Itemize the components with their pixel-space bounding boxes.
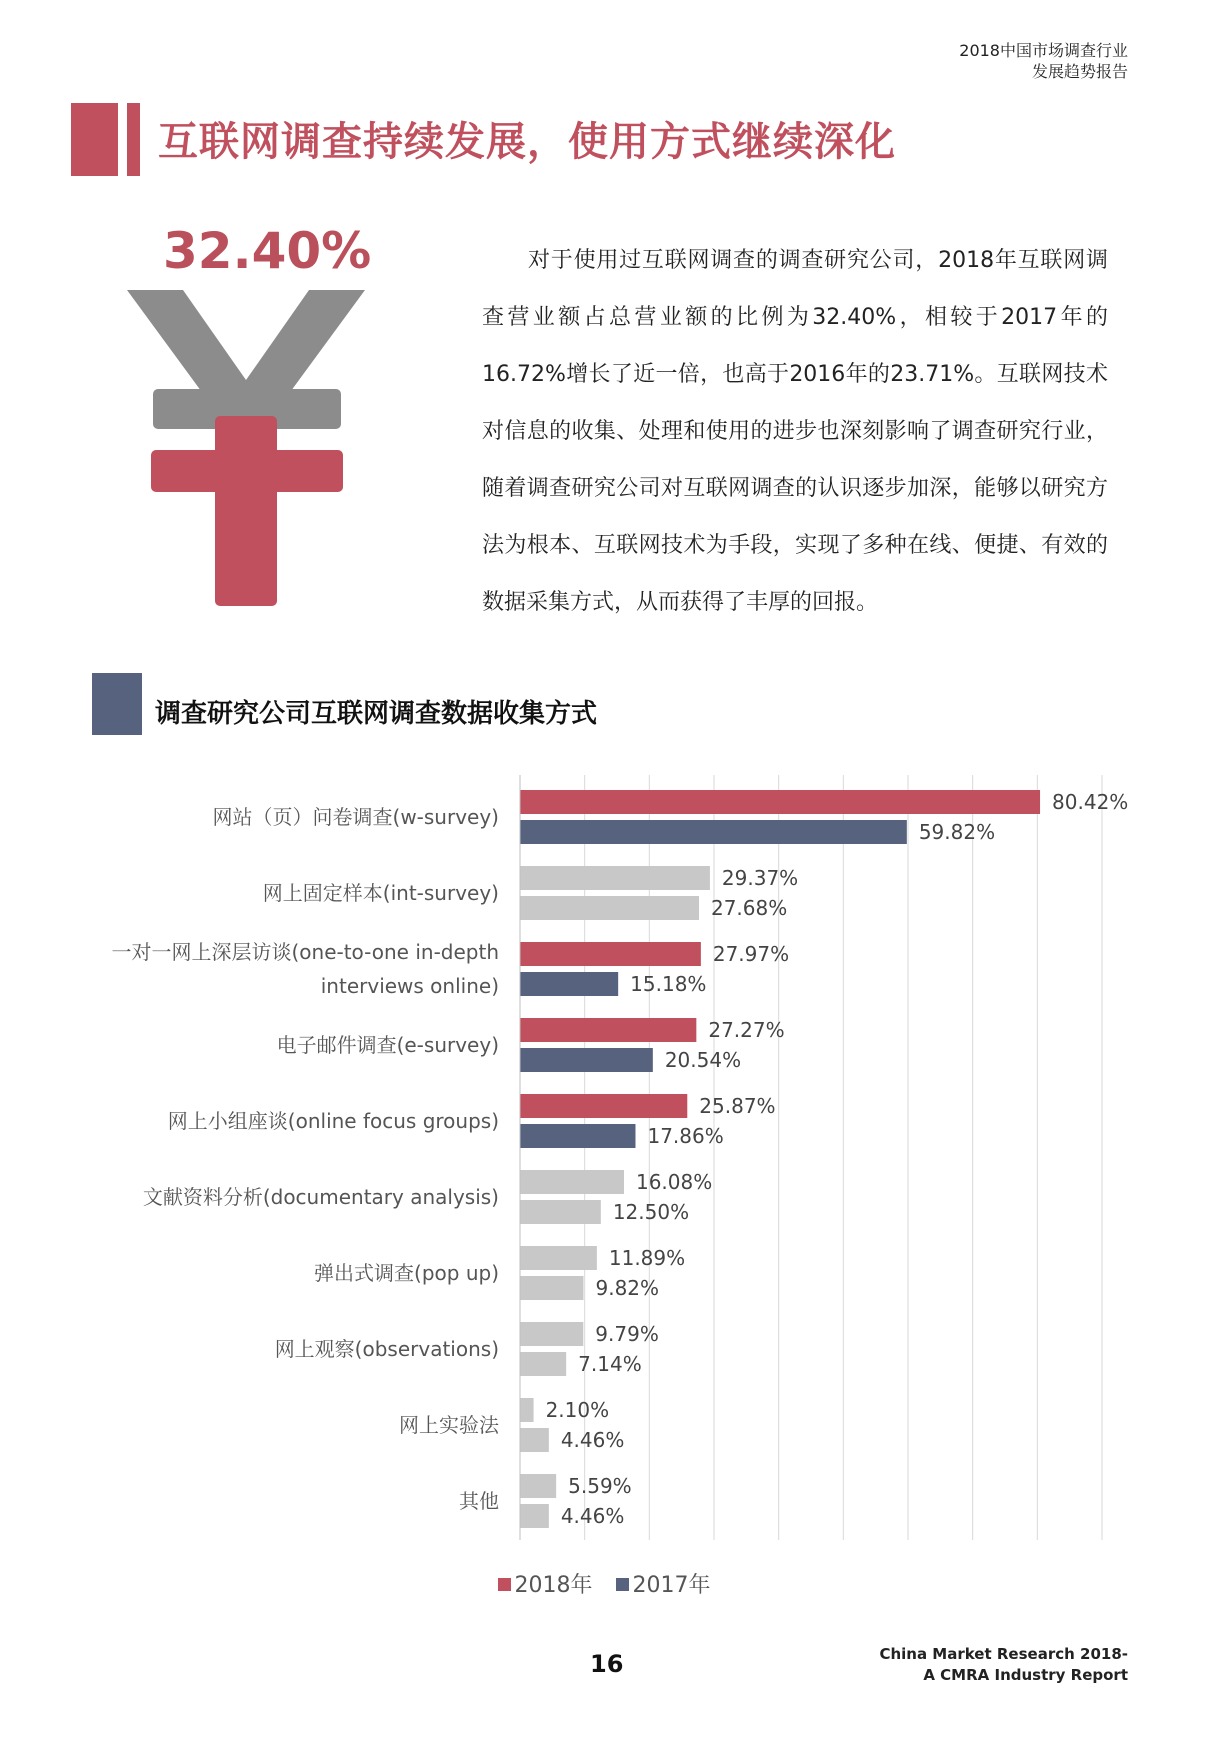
category-label (59, 1256, 499, 1290)
bar-2017 (520, 1504, 549, 1528)
legend-label-2017: 2017年 (632, 1573, 711, 1598)
bar-2017 (520, 1276, 584, 1300)
data-label: 80.42% (1052, 790, 1129, 814)
data-label: 7.14% (578, 1352, 642, 1376)
bar-2018 (520, 1170, 624, 1194)
bar-2017 (520, 1428, 549, 1452)
data-label: 25.87% (699, 1094, 776, 1118)
category-label (59, 935, 499, 1003)
bar-2017 (520, 1352, 566, 1376)
data-label: 17.86% (647, 1124, 724, 1148)
category-label-line: 网站（页）问卷调查(w-survey) (212, 805, 499, 829)
highlight-percent: 32.40% (163, 222, 372, 280)
page-title: 互联网调查持续发展，使用方式继续深化 (158, 119, 896, 165)
bar-2017 (520, 1124, 635, 1148)
data-label: 59.82% (918, 820, 996, 844)
bar-2018 (520, 942, 701, 966)
category-label (59, 1104, 499, 1138)
bar-2017 (520, 1200, 601, 1224)
data-label: 15.18% (630, 972, 707, 996)
bar-2018 (520, 1018, 696, 1042)
legend-item-2018 (498, 1568, 593, 1599)
footer-line1: China Market Research 2018- (879, 1645, 1128, 1663)
data-label: 4.46% (560, 1428, 625, 1452)
bar-2018 (520, 1094, 687, 1118)
data-label: 29.37% (721, 866, 799, 890)
category-label (59, 1180, 499, 1214)
data-label: 27.68% (710, 896, 788, 920)
data-label: 16.08% (635, 1170, 713, 1194)
data-label: 27.97% (712, 942, 790, 966)
header-line2: 发展趋势报告 (1031, 62, 1128, 81)
section-title: 调查研究公司互联网调查数据收集方式 (155, 699, 598, 729)
category-label-line: 网上固定样本(int-survey) (262, 881, 499, 905)
bar-2018 (520, 1398, 534, 1422)
bar-2017 (520, 1048, 653, 1072)
header-line1: 2018中国市场调查行业 (959, 41, 1128, 60)
report-footer (879, 1644, 1128, 1686)
bar-2017 (520, 820, 907, 844)
data-label: 9.79% (595, 1322, 659, 1346)
category-label-line: 网上小组座谈(online focus groups) (167, 1109, 499, 1133)
data-label: 20.54% (664, 1048, 742, 1072)
category-label-line: 弹出式调查(pop up) (314, 1261, 499, 1285)
bar-2018 (520, 790, 1040, 814)
category-label-line: 网上实验法 (399, 1413, 499, 1437)
chart-legend (0, 1568, 1208, 1599)
category-label (59, 876, 499, 910)
legend-label-2018: 2018年 (514, 1573, 593, 1598)
page-number: 16 (590, 1650, 624, 1678)
data-label: 5.59% (568, 1474, 632, 1498)
category-label (59, 1028, 499, 1062)
data-label: 12.50% (612, 1200, 690, 1224)
legend-item-2017 (616, 1568, 711, 1599)
data-label: 27.27% (708, 1018, 785, 1042)
bar-2018 (520, 1474, 556, 1498)
data-label: 9.82% (595, 1276, 660, 1300)
bar-2018 (520, 1322, 583, 1346)
data-label: 2.10% (545, 1398, 610, 1422)
data-label: 4.46% (560, 1504, 625, 1528)
category-label-line: 其他 (459, 1489, 499, 1513)
category-label-line: 文献资料分析(documentary analysis) (142, 1185, 499, 1209)
category-label (59, 800, 499, 834)
category-label-line: 一对一网上深层访谈(one-to-one in-depth (111, 940, 499, 964)
data-label: 11.89% (608, 1246, 686, 1270)
bar-2018 (520, 866, 710, 890)
category-label-line: 电子邮件调查(e-survey) (276, 1033, 499, 1057)
legend-swatch-2018 (498, 1578, 511, 1591)
footer-line2: A CMRA Industry Report (923, 1666, 1128, 1684)
category-label (59, 1484, 499, 1518)
category-label-line: interviews online) (320, 974, 499, 998)
body-paragraph: 对于使用过互联网调查的调查研究公司，2018年互联网调查营业额占总营业额的比例为32.40%，相较于2017年的16.72%增长了近一倍，也高于2016年的23.71%。互联网技术对信息的收集、处理和使用的进步也深刻影响了调查研究行业，随着调查研究公司对互联网调查的认识逐步加深，能够以研究方法为根本、互联网技术为手段，实现了多种在线、便捷、有效的数据采集方式，从而获得了丰厚的回报。 (482, 248, 1108, 615)
category-label (59, 1332, 499, 1366)
bar-2017 (520, 972, 618, 996)
category-label-line: 网上观察(observations) (274, 1337, 499, 1361)
bar-2018 (520, 1246, 597, 1270)
bar-2017 (520, 896, 699, 920)
category-label (59, 1408, 499, 1442)
legend-swatch-2017 (616, 1578, 629, 1591)
